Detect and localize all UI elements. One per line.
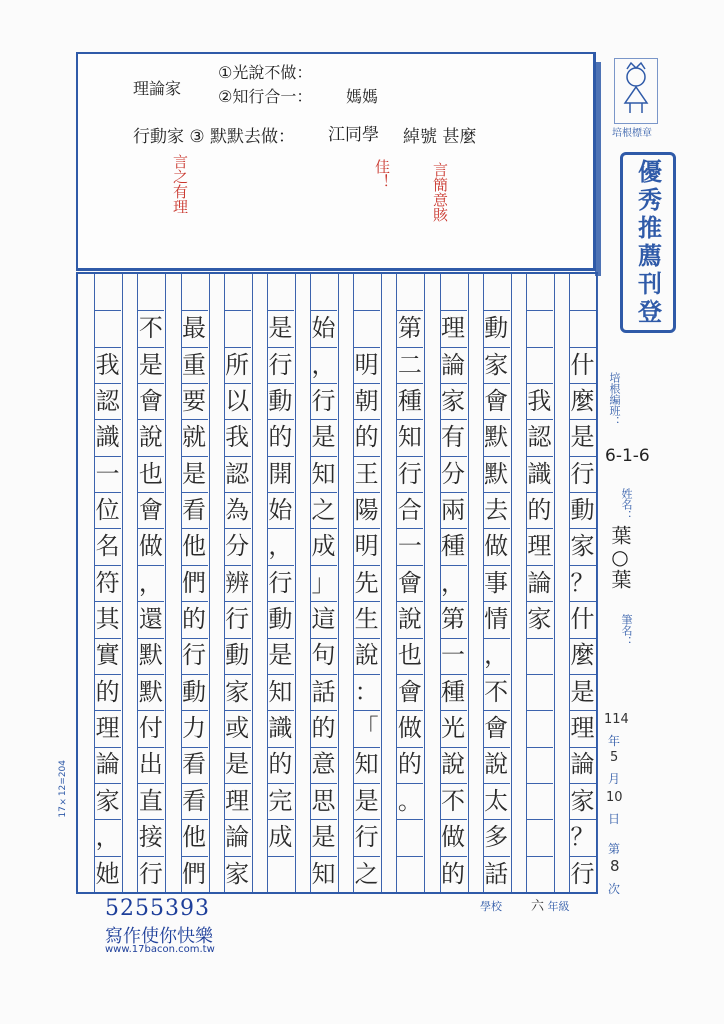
grid-character: 什 — [570, 350, 595, 379]
grid-character — [265, 274, 296, 310]
grid-character: 知 — [311, 859, 336, 888]
grid-text-column — [351, 274, 382, 892]
grid-text-column — [135, 274, 166, 892]
grid-character: 默 — [484, 423, 509, 452]
grid-character: 成 — [311, 532, 336, 561]
grid-character: 要 — [182, 387, 206, 416]
grid-character: 動 — [225, 641, 250, 670]
red-comment-1: 言之有理 — [171, 154, 189, 214]
grid-character: 先 — [354, 568, 379, 597]
grid-character — [351, 310, 382, 346]
grid-character: 行 — [397, 459, 422, 488]
serial-number: 5255393 — [105, 896, 210, 921]
grid-character — [524, 347, 555, 383]
grid-character: 情 — [484, 605, 509, 634]
grid-character: 話 — [311, 677, 336, 706]
grid-character: 家 — [225, 859, 250, 888]
grid-character: ？ — [570, 823, 595, 852]
grid-text-column — [481, 274, 512, 892]
grid-character: 的 — [268, 423, 293, 452]
grid-character: 這 — [311, 605, 336, 634]
stamp-label: 培根標章 — [612, 128, 652, 139]
grid-character: 是 — [268, 314, 293, 343]
grid-character: 默 — [484, 459, 509, 488]
grid-character: 力 — [182, 714, 206, 743]
grid-character: 論 — [570, 750, 595, 779]
grid-character: 明 — [354, 532, 379, 561]
grid-character: 會 — [138, 387, 163, 416]
grid-character — [222, 274, 253, 310]
grid-text-column — [92, 274, 123, 892]
grid-character — [567, 274, 598, 310]
grid-character: 兩 — [441, 496, 465, 525]
red-comment-2: 佳！ — [373, 159, 391, 189]
grid-character: 是 — [311, 823, 336, 852]
grid-text-column — [308, 274, 339, 892]
grid-character: 直 — [138, 786, 163, 815]
grid-character: 做 — [441, 823, 465, 852]
grid-character: 種 — [397, 387, 422, 416]
grid-character — [524, 783, 555, 819]
grid-character: 動 — [182, 677, 206, 706]
grid-character — [524, 710, 555, 746]
grid-character: 始 — [268, 496, 293, 525]
grid-character: 辨 — [225, 568, 250, 597]
date-day: 10 — [606, 790, 623, 805]
grid-character: ， — [138, 568, 163, 597]
grid-character: 知 — [268, 677, 293, 706]
prompt-item-3-extra: 綽號 甚麼 — [403, 127, 477, 147]
grid-character: 接 — [138, 823, 163, 852]
grid-character: 所 — [225, 350, 250, 379]
grid-character: 不 — [441, 786, 465, 815]
grid-character: 動 — [484, 314, 509, 343]
grade-label: 年級 — [547, 900, 570, 913]
grid-text-column — [265, 274, 296, 892]
prompt-item-2: ②知行合一： — [218, 87, 313, 106]
grid-character: 分 — [225, 532, 250, 561]
grid-character: 做 — [397, 714, 422, 743]
grid-character: 是 — [570, 423, 595, 452]
grid-character: 識 — [527, 459, 552, 488]
grid-character: 我 — [225, 423, 250, 452]
count-value: 8 — [610, 857, 620, 875]
grid-character: 他 — [182, 532, 206, 561]
grid-character: 以 — [225, 387, 250, 416]
name-label: 姓名： — [620, 488, 633, 521]
grid-character: 」 — [311, 568, 336, 597]
grid-text-column — [222, 274, 253, 892]
grid-character: 理 — [570, 714, 595, 743]
grid-character: 知 — [311, 459, 336, 488]
grid-character: 行 — [311, 387, 336, 416]
grid-character: 是 — [182, 459, 206, 488]
grid-character: 多 — [484, 823, 509, 852]
grid-character: 付 — [138, 714, 163, 743]
grid-character: 是 — [225, 750, 250, 779]
grid-character: 行 — [268, 568, 293, 597]
grid-character: 成 — [268, 823, 293, 852]
date-month-label: 月 — [608, 772, 621, 786]
grid-character: 還 — [138, 605, 163, 634]
grid-character: 的 — [354, 423, 379, 452]
prompt-item-1: ①光說不做： — [218, 63, 313, 82]
grid-character: 太 — [484, 786, 509, 815]
grid-character: 之 — [354, 859, 379, 888]
grid-character: 我 — [527, 387, 552, 416]
grid-character: 行 — [268, 350, 293, 379]
grid-text-column — [438, 274, 469, 892]
grid-character — [567, 310, 598, 346]
grid-character: 「 — [354, 714, 379, 743]
date-month: 5 — [610, 750, 619, 765]
grid-character: 看 — [182, 786, 206, 815]
grid-character: 思 — [311, 786, 336, 815]
grid-character — [265, 856, 296, 892]
grid-character: 行 — [138, 859, 163, 888]
grid-character: 的 — [441, 859, 465, 888]
grid-character: 論 — [441, 350, 465, 379]
grid-text-column — [567, 274, 598, 892]
grid-character: 知 — [397, 423, 422, 452]
grid-character: 陽 — [354, 496, 379, 525]
grid-character: 明 — [354, 350, 379, 379]
grid-character: 家 — [570, 786, 595, 815]
grid-character: 的 — [95, 677, 120, 706]
grid-character: 說 — [441, 750, 465, 779]
writing-grid — [76, 272, 598, 894]
grid-character: 認 — [527, 423, 552, 452]
grid-character: 不 — [138, 314, 163, 343]
count-label: 第 — [608, 842, 621, 856]
grid-character: 默 — [138, 677, 163, 706]
grid-character: 其 — [95, 605, 120, 634]
grid-character: 一 — [441, 641, 465, 670]
grid-character: 種 — [441, 532, 465, 561]
grid-character: 家 — [484, 350, 509, 379]
grid-character: 做 — [484, 532, 509, 561]
grid-character: 們 — [182, 568, 206, 597]
grid-character: 論 — [225, 823, 250, 852]
grid-character: 意 — [311, 750, 336, 779]
grid-character: 會 — [138, 496, 163, 525]
grid-character: ， — [441, 568, 465, 597]
grid-character: 會 — [397, 568, 422, 597]
grid-character — [524, 274, 555, 310]
class-value: 6-1-6 — [605, 446, 650, 466]
grid-character: 第 — [441, 605, 465, 634]
grid-character: 家 — [527, 605, 552, 634]
grid-character: 為 — [225, 496, 250, 525]
grid-character: 動 — [268, 387, 293, 416]
grid-character: 有 — [441, 423, 465, 452]
grid-character: 行 — [225, 605, 250, 634]
grid-character — [394, 819, 425, 855]
grid-character: 。 — [397, 786, 422, 815]
date-year: 114 — [604, 712, 629, 727]
grid-character: ， — [95, 823, 120, 852]
grid-character: 什 — [570, 605, 595, 634]
grid-character: 去 — [484, 496, 509, 525]
grid-character: 我 — [95, 350, 120, 379]
grid-character — [524, 637, 555, 673]
grid-character: 第 — [397, 314, 422, 343]
red-comment-3: 言簡意賅 — [431, 162, 449, 222]
grid-character: 重 — [182, 350, 206, 379]
grid-character: 事 — [484, 568, 509, 597]
grid-character: 默 — [138, 641, 163, 670]
grid-character: 論 — [95, 750, 120, 779]
brand-url: www.17bacon.com.tw — [105, 944, 215, 955]
grid-character: 最 — [182, 314, 206, 343]
grid-character — [481, 274, 512, 310]
grid-character: 做 — [138, 532, 163, 561]
grid-character: 識 — [268, 714, 293, 743]
grid-character: 行 — [182, 641, 206, 670]
bacon-stamp-icon — [614, 58, 658, 124]
grid-character: ， — [311, 350, 336, 379]
grid-character — [394, 856, 425, 892]
grid-character: 一 — [95, 459, 120, 488]
count-suffix: 次 — [608, 882, 621, 896]
grid-character: 論 — [527, 568, 552, 597]
grid-character: 家 — [225, 677, 250, 706]
grid-character — [524, 856, 555, 892]
grid-character — [524, 819, 555, 855]
grid-character: 始 — [311, 314, 336, 343]
grid-character: 位 — [95, 496, 120, 525]
grid-character: 們 — [182, 859, 206, 888]
grid-character: 認 — [95, 387, 120, 416]
grid-character: 不 — [484, 677, 509, 706]
date-day-label: 日 — [608, 812, 621, 826]
grid-character: 行 — [354, 823, 379, 852]
grid-character: 種 — [441, 677, 465, 706]
grid-character: 完 — [268, 786, 293, 815]
grid-character: 符 — [95, 568, 120, 597]
grid-character — [351, 274, 382, 310]
grid-character: 是 — [570, 677, 595, 706]
recommend-badge — [620, 152, 676, 333]
grid-character: 名 — [95, 532, 120, 561]
grid-character: 的 — [268, 750, 293, 779]
grade-value: 六 — [531, 899, 545, 914]
grid-character: 行 — [570, 859, 595, 888]
prompt-item-3-answer: 江同學 — [328, 125, 379, 145]
grid-character: 合 — [397, 496, 422, 525]
grid-character: 認 — [225, 459, 250, 488]
grid-character: 也 — [138, 459, 163, 488]
grid-text-column — [394, 274, 425, 892]
school-line — [480, 895, 570, 914]
grid-character: 話 — [484, 859, 509, 888]
grid-character: 生 — [354, 605, 379, 634]
grid-character: 二 — [397, 350, 422, 379]
grid-dimensions: 17×12=204 — [58, 760, 68, 818]
grid-character: ： — [354, 677, 379, 706]
prompt-item-3: 行動家 ③ 默默去做： — [133, 127, 296, 147]
grid-character: 他 — [182, 823, 206, 852]
grid-character: 王 — [354, 459, 379, 488]
grid-character — [394, 274, 425, 310]
teacher-prompt-box — [76, 52, 596, 271]
grid-character: 動 — [570, 496, 595, 525]
pen-name-label: 筆名： — [620, 614, 633, 647]
grid-character: 實 — [95, 641, 120, 670]
grid-character: 會 — [484, 714, 509, 743]
grid-character: 就 — [182, 423, 206, 452]
grid-character — [222, 310, 253, 346]
prompt-label-theorist: 理論家 — [133, 79, 182, 98]
grid-character: 識 — [95, 423, 120, 452]
brand-slogan: 寫作使你快樂 — [105, 926, 213, 947]
grid-character: 是 — [354, 786, 379, 815]
grid-character: 會 — [397, 677, 422, 706]
grid-character — [524, 746, 555, 782]
grid-character: 說 — [484, 750, 509, 779]
grid-character: 她 — [95, 859, 120, 888]
grid-character — [92, 310, 123, 346]
grid-character: 也 — [397, 641, 422, 670]
grid-character: 說 — [138, 423, 163, 452]
grid-character: 知 — [354, 750, 379, 779]
grid-character: 家 — [441, 387, 465, 416]
grid-character: 之 — [311, 496, 336, 525]
grid-character: 的 — [311, 714, 336, 743]
grid-character: 一 — [397, 532, 422, 561]
grid-character: 看 — [182, 496, 206, 525]
grid-character: 麼 — [570, 387, 595, 416]
grid-character — [524, 310, 555, 346]
grid-character: 說 — [354, 641, 379, 670]
grid-character — [438, 274, 469, 310]
grid-character: 理 — [441, 314, 465, 343]
grid-text-column — [179, 274, 210, 892]
grid-character: 的 — [527, 496, 552, 525]
box-shadow — [595, 62, 601, 276]
grid-character — [179, 274, 210, 310]
prompt-item-2-answer: 媽媽 — [346, 87, 379, 106]
grid-character: 出 — [138, 750, 163, 779]
name-value: 葉○葉 — [608, 525, 632, 589]
grid-character: 理 — [225, 786, 250, 815]
grid-character: 看 — [182, 750, 206, 779]
grid-character: ？ — [570, 568, 595, 597]
grid-character: 的 — [397, 750, 422, 779]
grid-character: 麼 — [570, 641, 595, 670]
grid-character: 分 — [441, 459, 465, 488]
class-label: 培根編班： — [608, 372, 621, 427]
grid-character: 家 — [570, 532, 595, 561]
grid-character: ， — [484, 641, 509, 670]
grid-character: 句 — [311, 641, 336, 670]
grid-character: 是 — [311, 423, 336, 452]
grid-character: 理 — [527, 532, 552, 561]
grid-character: 家 — [95, 786, 120, 815]
grid-character: 或 — [225, 714, 250, 743]
grid-character: ， — [268, 532, 293, 561]
grid-character: 朝 — [354, 387, 379, 416]
grid-character: 是 — [138, 350, 163, 379]
grid-text-column — [524, 274, 555, 892]
grid-character: 動 — [268, 605, 293, 634]
grid-character: 開 — [268, 459, 293, 488]
grid-character — [524, 674, 555, 710]
character-icon — [615, 59, 657, 123]
grid-character — [308, 274, 339, 310]
grid-character — [92, 274, 123, 310]
grid-character: 行 — [570, 459, 595, 488]
school-label: 學校 — [480, 900, 502, 913]
date-year-label: 年 — [608, 734, 621, 748]
badge-text: 優秀推薦刊登 — [633, 158, 662, 327]
grid-character — [135, 274, 166, 310]
grid-character: 理 — [95, 714, 120, 743]
grid-character: 是 — [268, 641, 293, 670]
grid-character: 會 — [484, 387, 509, 416]
grid-character: 說 — [397, 605, 422, 634]
grid-character: 光 — [441, 714, 465, 743]
grid-character: 的 — [182, 605, 206, 634]
